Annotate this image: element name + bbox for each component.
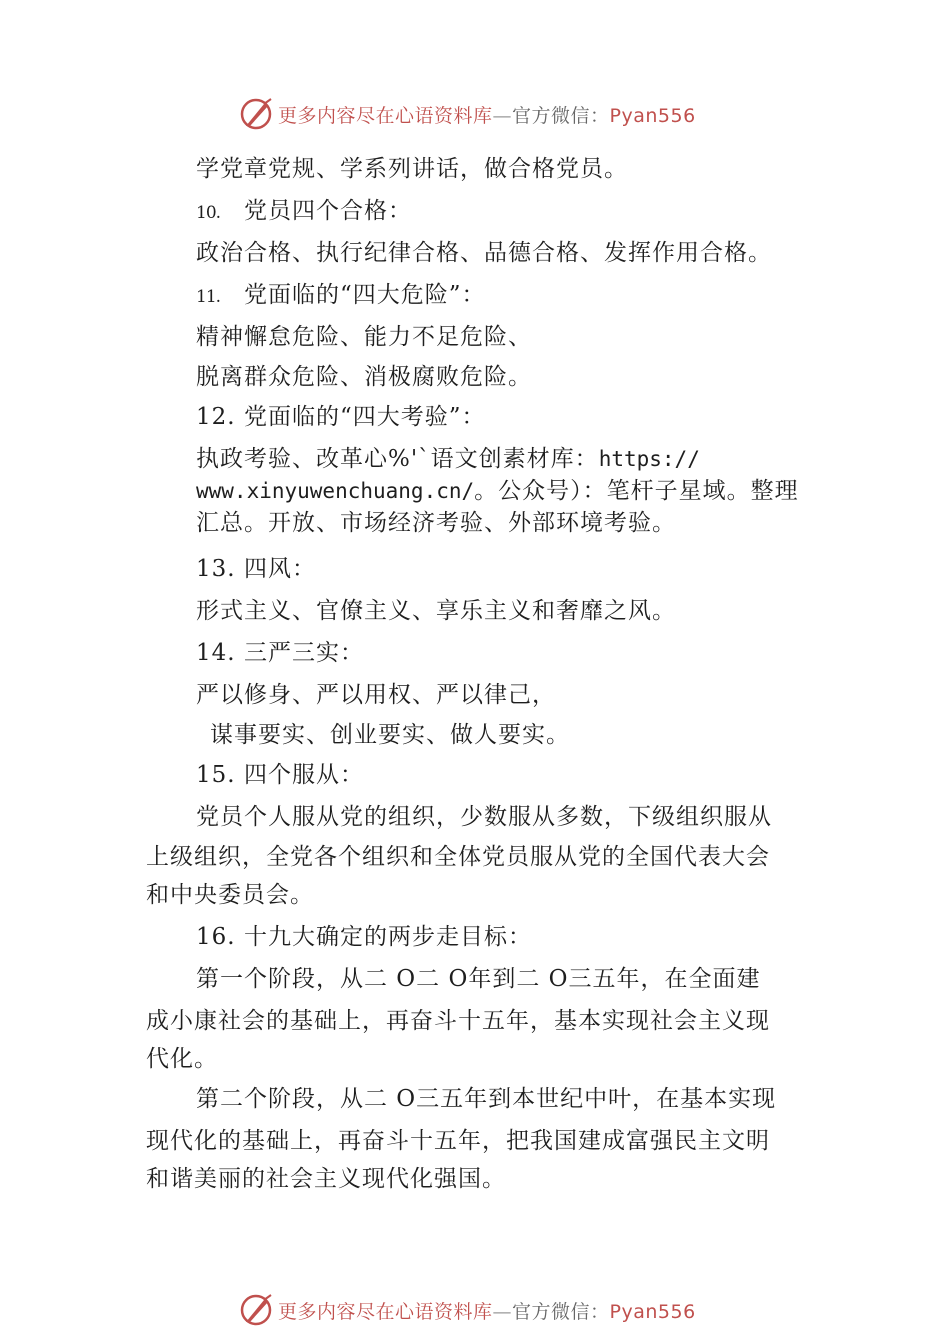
text-line: 严以修身、严以用权、严以律己， xyxy=(196,682,556,708)
quill-logo-icon xyxy=(238,96,274,132)
item-heading-13: 13. 四风： xyxy=(196,556,316,582)
item-heading-10: 10. 党员四个合格： xyxy=(196,198,412,224)
paragraph-line: 第一个阶段，从二 O二 O年到二 O三五年，在全面建 xyxy=(196,966,761,992)
paragraph-line: 党员个人服从党的组织，少数服从多数，下级组织服从 xyxy=(196,804,772,830)
banner-text: 更多内容尽在心语资料库—官方微信：Pyan556 xyxy=(278,104,696,127)
paragraph-line: 现代化的基础上，再奋斗十五年，把我国建成富强民主文明 xyxy=(146,1128,770,1154)
text-line: 执政考验、改革心%'`语文创素材库：https:// xyxy=(196,446,700,472)
paragraph-line: 成小康社会的基础上，再奋斗十五年，基本实现社会主义现 xyxy=(146,1008,770,1034)
text-line: 精神懈怠危险、能力不足危险、 xyxy=(196,324,532,350)
item-heading-11: 11. 党面临的“四大危险”： xyxy=(196,282,486,308)
paragraph-line: 和谐美丽的社会主义现代化强国。 xyxy=(146,1166,506,1192)
text-line: www.xinyuwenchuang.cn/。公众号）：笔杆子星域。整理 xyxy=(196,478,799,504)
item-heading-12: 12. 党面临的“四大考验”： xyxy=(196,404,486,430)
banner-text: 更多内容尽在心语资料库—官方微信：Pyan556 xyxy=(278,1300,696,1323)
item-heading-15: 15. 四个服从： xyxy=(196,762,364,788)
paragraph-line: 上级组织，全党各个组织和全体党员服从党的全国代表大会 xyxy=(146,844,770,870)
paragraph-line: 第二个阶段，从二 O三五年到本世纪中叶，在基本实现 xyxy=(196,1086,777,1112)
text-line: 谋事要实、创业要实、做人要实。 xyxy=(210,722,570,748)
text-line: 政治合格、执行纪律合格、品德合格、发挥作用合格。 xyxy=(196,240,772,266)
footer-banner xyxy=(238,1292,696,1328)
item-heading-14: 14. 三严三实： xyxy=(196,640,364,666)
text-line: 学党章党规、学系列讲话，做合格党员。 xyxy=(196,156,628,182)
item-heading-16: 16. 十九大确定的两步走目标： xyxy=(196,924,532,950)
paragraph-line: 代化。 xyxy=(146,1046,218,1072)
text-line: 汇总。开放、市场经济考验、外部环境考验。 xyxy=(196,510,676,536)
text-line: 脱离群众危险、消极腐败危险。 xyxy=(196,364,532,390)
header-banner xyxy=(238,96,696,132)
quill-logo-icon xyxy=(238,1292,274,1328)
paragraph-line: 和中央委员会。 xyxy=(146,882,314,908)
text-line: 形式主义、官僚主义、享乐主义和奢靡之风。 xyxy=(196,598,676,624)
